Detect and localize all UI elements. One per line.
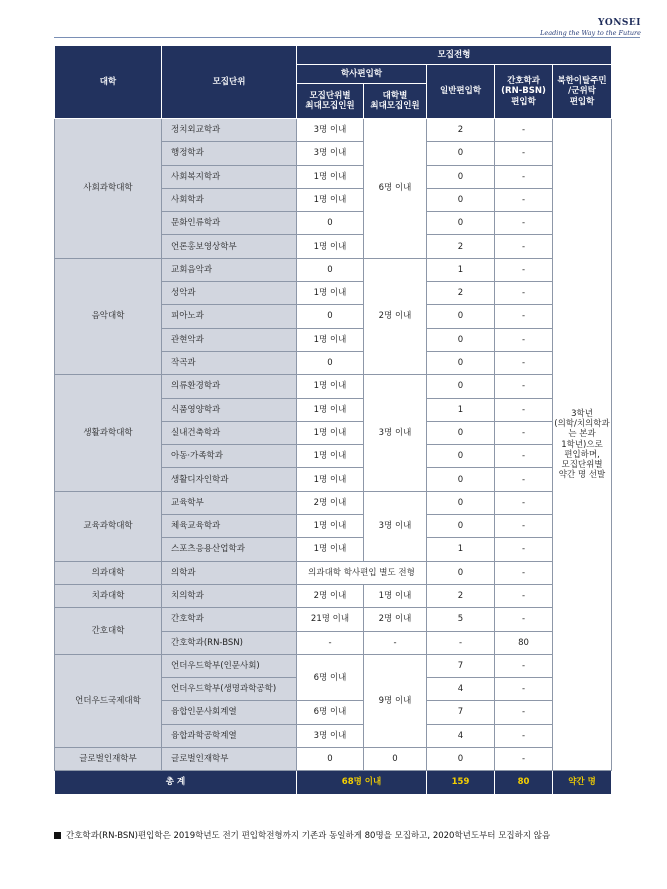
nursing-cell: - — [495, 188, 553, 211]
nursing-cell: - — [495, 561, 553, 584]
nursing-cell: - — [495, 445, 553, 468]
total-general: 159 — [427, 771, 495, 794]
brand-tagline: Leading the Way to the Future — [540, 29, 641, 37]
col-header-admission-type: 모집전형 — [297, 46, 612, 65]
unit-cell: 행정학과 — [162, 142, 297, 165]
table-row — [55, 375, 612, 398]
general-cell: 0 — [427, 351, 495, 374]
college-max-cell: - — [364, 631, 427, 654]
per-unit-cell: 0 — [297, 212, 364, 235]
nursing-cell: 80 — [495, 631, 553, 654]
nursing-cell: - — [495, 468, 553, 491]
per-unit-cell: 1명 이내 — [297, 165, 364, 188]
unit-cell: 융합과학공학계열 — [162, 724, 297, 747]
general-cell: 4 — [427, 724, 495, 747]
unit-cell: 의류환경학과 — [162, 375, 297, 398]
unit-cell: 언더우드학부(인문사회) — [162, 654, 297, 677]
table-row — [55, 491, 612, 514]
college-max-cell: 2명 이내 — [364, 608, 427, 631]
unit-cell: 작곡과 — [162, 351, 297, 374]
general-cell: - — [427, 631, 495, 654]
square-bullet-icon — [54, 832, 61, 839]
nursing-cell: - — [495, 398, 553, 421]
unit-cell: 스포츠응용산업학과 — [162, 538, 297, 561]
col-header-unit: 모집단위 — [162, 46, 297, 119]
separate-admission-cell: 의과대학 학사편입 별도 전형 — [297, 561, 427, 584]
col-header-per-college-max: 대학별 최대모집인원 — [364, 84, 427, 119]
col-header-bachelor-transfer: 학사편입학 — [297, 65, 427, 84]
nursing-cell: - — [495, 491, 553, 514]
nursing-cell: - — [495, 142, 553, 165]
per-unit-cell: 3명 이내 — [297, 142, 364, 165]
nursing-cell: - — [495, 375, 553, 398]
general-cell: 1 — [427, 538, 495, 561]
nursing-cell: - — [495, 212, 553, 235]
per-unit-cell: 1명 이내 — [297, 328, 364, 351]
nursing-cell: - — [495, 328, 553, 351]
nursing-cell: - — [495, 654, 553, 677]
per-unit-cell: 21명 이내 — [297, 608, 364, 631]
nursing-cell: - — [495, 119, 553, 142]
unit-cell: 문화인류학과 — [162, 212, 297, 235]
university-cell: 치과대학 — [55, 584, 162, 607]
table-row — [55, 258, 612, 281]
per-unit-cell: 1명 이내 — [297, 421, 364, 444]
total-nk: 약간 명 — [553, 771, 612, 794]
general-cell: 0 — [427, 142, 495, 165]
table-row — [55, 584, 612, 607]
unit-cell: 융합인문사회계열 — [162, 701, 297, 724]
college-max-cell: 3명 이내 — [364, 491, 427, 561]
general-cell: 0 — [427, 375, 495, 398]
general-cell: 7 — [427, 654, 495, 677]
general-cell: 0 — [427, 445, 495, 468]
university-cell: 간호대학 — [55, 608, 162, 655]
unit-cell: 의학과 — [162, 561, 297, 584]
col-header-nk-military: 북한이탈주민 /군위탁 편입학 — [553, 65, 612, 119]
nursing-cell: - — [495, 678, 553, 701]
unit-cell: 교회음악과 — [162, 258, 297, 281]
college-max-cell: 2명 이내 — [364, 258, 427, 374]
nursing-cell: - — [495, 724, 553, 747]
per-unit-cell: 1명 이내 — [297, 398, 364, 421]
university-cell: 언더우드국제대학 — [55, 654, 162, 747]
nursing-cell: - — [495, 165, 553, 188]
footnote-text: 간호학과(RN-BSN)편입학은 2019학년도 전기 편입학전형까지 기존과 동일하게 80명을 모집하고, 2020학년도부터 모집하지 않음 — [66, 831, 551, 841]
col-header-nursing-rnbsn: 간호학과 (RN-BSN) 편입학 — [495, 65, 553, 119]
college-max-cell: 0 — [364, 748, 427, 771]
general-cell: 2 — [427, 235, 495, 258]
general-cell: 0 — [427, 515, 495, 538]
nursing-cell: - — [495, 538, 553, 561]
unit-cell: 피아노과 — [162, 305, 297, 328]
unit-cell: 체육교육학과 — [162, 515, 297, 538]
per-unit-cell: 1명 이내 — [297, 375, 364, 398]
nk-military-note-cell: 3학년 (의학/치의학과 는 본과 1학년)으로 편입하며, 모집단위별 약간 명 선발 — [553, 119, 612, 771]
university-cell: 의과대학 — [55, 561, 162, 584]
college-max-cell: 9명 이내 — [364, 654, 427, 747]
university-cell: 글로벌인재학부 — [55, 748, 162, 771]
general-cell: 1 — [427, 398, 495, 421]
per-unit-cell: 1명 이내 — [297, 235, 364, 258]
unit-cell: 정치외교학과 — [162, 119, 297, 142]
general-cell: 0 — [427, 561, 495, 584]
general-cell: 2 — [427, 282, 495, 305]
nursing-cell: - — [495, 258, 553, 281]
per-unit-cell: 0 — [297, 305, 364, 328]
unit-cell: 치의학과 — [162, 584, 297, 607]
general-cell: 0 — [427, 421, 495, 444]
total-bachelor: 68명 이내 — [297, 771, 427, 794]
unit-cell: 아동·가족학과 — [162, 445, 297, 468]
general-cell: 1 — [427, 258, 495, 281]
col-header-general-transfer: 일반편입학 — [427, 65, 495, 119]
per-unit-cell: 3명 이내 — [297, 119, 364, 142]
per-unit-cell: - — [297, 631, 364, 654]
col-header-university: 대학 — [55, 46, 162, 119]
nursing-cell: - — [495, 305, 553, 328]
unit-cell: 글로벌인재학부 — [162, 748, 297, 771]
general-cell: 0 — [427, 748, 495, 771]
general-cell: 0 — [427, 212, 495, 235]
general-cell: 4 — [427, 678, 495, 701]
table-row — [55, 119, 612, 142]
per-unit-cell: 6명 이내 — [297, 701, 364, 724]
per-unit-cell: 1명 이내 — [297, 515, 364, 538]
nursing-cell: - — [495, 515, 553, 538]
unit-cell: 언론홍보영상학부 — [162, 235, 297, 258]
university-cell: 사회과학대학 — [55, 119, 162, 259]
per-unit-cell: 2명 이내 — [297, 491, 364, 514]
per-unit-cell: 6명 이내 — [297, 654, 364, 701]
col-header-per-unit-max: 모집단위별 최대모집인원 — [297, 84, 364, 119]
total-nursing: 80 — [495, 771, 553, 794]
nursing-cell: - — [495, 351, 553, 374]
unit-cell: 관현악과 — [162, 328, 297, 351]
total-row — [55, 771, 612, 794]
unit-cell: 성악과 — [162, 282, 297, 305]
college-max-cell: 1명 이내 — [364, 584, 427, 607]
per-unit-cell: 1명 이내 — [297, 468, 364, 491]
table-row — [55, 561, 612, 584]
nursing-cell: - — [495, 701, 553, 724]
general-cell: 0 — [427, 305, 495, 328]
general-cell: 0 — [427, 328, 495, 351]
college-max-cell: 3명 이내 — [364, 375, 427, 491]
general-cell: 0 — [427, 188, 495, 211]
general-cell: 2 — [427, 584, 495, 607]
unit-cell: 사회복지학과 — [162, 165, 297, 188]
unit-cell: 실내건축학과 — [162, 421, 297, 444]
unit-cell: 간호학과 — [162, 608, 297, 631]
nursing-cell: - — [495, 282, 553, 305]
general-cell: 0 — [427, 491, 495, 514]
per-unit-cell: 2명 이내 — [297, 584, 364, 607]
per-unit-cell: 0 — [297, 748, 364, 771]
college-max-cell: 6명 이내 — [364, 119, 427, 259]
unit-cell: 식품영양학과 — [162, 398, 297, 421]
table-row — [55, 608, 612, 631]
nursing-cell: - — [495, 235, 553, 258]
footnote — [54, 829, 550, 841]
per-unit-cell: 3명 이내 — [297, 724, 364, 747]
nursing-cell: - — [495, 608, 553, 631]
unit-cell: 간호학과(RN-BSN) — [162, 631, 297, 654]
unit-cell: 생활디자인학과 — [162, 468, 297, 491]
nursing-cell: - — [495, 584, 553, 607]
per-unit-cell: 1명 이내 — [297, 282, 364, 305]
per-unit-cell: 1명 이내 — [297, 445, 364, 468]
unit-cell: 교육학부 — [162, 491, 297, 514]
nursing-cell: - — [495, 421, 553, 444]
per-unit-cell: 1명 이내 — [297, 188, 364, 211]
brand-logo: YONSEI — [597, 18, 641, 28]
unit-cell: 언더우드학부(생명과학공학) — [162, 678, 297, 701]
general-cell: 0 — [427, 468, 495, 491]
general-cell: 7 — [427, 701, 495, 724]
per-unit-cell: 1명 이내 — [297, 538, 364, 561]
total-label: 총 계 — [55, 771, 297, 794]
general-cell: 5 — [427, 608, 495, 631]
page-header — [540, 18, 641, 37]
table-row — [55, 748, 612, 771]
table-row — [55, 654, 612, 677]
unit-cell: 사회학과 — [162, 188, 297, 211]
university-cell: 생활과학대학 — [55, 375, 162, 491]
admission-quota-table — [54, 45, 612, 795]
per-unit-cell: 0 — [297, 351, 364, 374]
university-cell: 음악대학 — [55, 258, 162, 374]
header-divider — [54, 37, 640, 38]
general-cell: 0 — [427, 165, 495, 188]
per-unit-cell: 0 — [297, 258, 364, 281]
nursing-cell: - — [495, 748, 553, 771]
university-cell: 교육과학대학 — [55, 491, 162, 561]
general-cell: 2 — [427, 119, 495, 142]
